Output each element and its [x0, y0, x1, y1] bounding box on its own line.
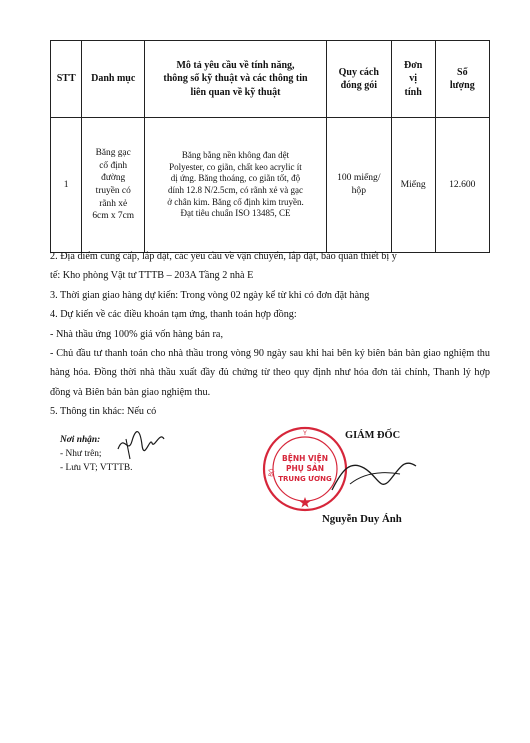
recipient-item: - Như trên; [60, 449, 102, 459]
header-mo-ta: Mô tả yêu cầu về tính năng, thông số kỹ thuật và các thông tin liên quan về kỹ thuật [145, 41, 327, 118]
header-don-vi: Đơn vị tính [391, 41, 435, 118]
section-2-line-1: 2. Địa điểm cung cấp, lắp đặt, các yêu cầu về vận chuyển, lắp đặt, bảo quản thiết bị y [50, 251, 397, 262]
cell-mo-ta: Băng bằng nền không đan dệt Polyester, co giãn, chất keo acrylic ít dị ứng. Băng thoáng, co giãn tốt, độ dính 12.8 N/2.5cm, có rãnh xẻ và gạc ở chân kim. Băng cố định kim truyền. Đạt tiêu chuẩn ISO 13485, CE [145, 118, 327, 253]
seal-letter: BỘ [268, 468, 276, 478]
cell-so-luong: 12.600 [435, 118, 489, 253]
director-title: GIÁM ĐỐC [345, 430, 401, 441]
header-so-luong: Số lượng [435, 41, 489, 118]
section-3: 3. Thời gian giao hàng dự kiến: Trong vòng 02 ngày kể từ khi có đơn đặt hàng [50, 289, 370, 301]
header-danh-muc: Danh mục [82, 41, 145, 118]
table-row [51, 118, 490, 253]
cell-don-vi: Miếng [391, 118, 435, 253]
section-4-item-2: - Chủ đầu tư thanh toán cho nhà thầu trong vòng 90 ngày sau khi hai bên ký biên bản bàn giao nghiệm thu hàng hóa. Đồng thời nhà thầu xuất đầy đủ chứng từ theo quy định như hóa đơn tài chính, Thanh lý hợp đồng và Biên bản bàn giao nghiệm thu. [50, 348, 490, 398]
section-5: 5. Thông tin khác: Nếu có [50, 406, 157, 418]
document-body [50, 247, 490, 422]
recipient-item: - Lưu VT; VTTTB. [60, 463, 133, 473]
seal-text-line: PHỤ SẢN [286, 464, 324, 473]
table-header-row [51, 41, 490, 118]
header-stt: STT [51, 41, 82, 118]
seal-star-icon [300, 497, 311, 508]
seal-letter: Y [303, 430, 307, 437]
section-4: 4. Dự kiến về các điều khoản tạm ứng, thanh toán hợp đồng: [50, 309, 297, 321]
header-quy-cach: Quy cách đóng gói [326, 41, 391, 118]
initials-signature [112, 415, 172, 475]
seal-text-line: TRUNG ƯƠNG [278, 475, 332, 483]
cell-stt: 1 [51, 118, 82, 253]
section-4-item-1: - Nhà thầu ứng 100% giá vốn hàng bán ra, [50, 328, 224, 340]
cell-danh-muc: Băng gạc cố định đường truyền có rãnh xẻ 6cm x 7cm [82, 118, 145, 253]
recipients-label: Nơi nhận: [60, 435, 101, 445]
section-2-line-2: tế: Kho phòng Vật tư TTTB – 203A Tầng 2 nhà E [50, 270, 254, 282]
seal-text-line: BỆNH VIỆN [282, 454, 328, 463]
director-signature [320, 440, 430, 510]
signer-name: Nguyễn Duy Ánh [322, 513, 402, 525]
cell-quy-cach: 100 miếng/ hộp [326, 118, 391, 253]
requirements-table [50, 40, 490, 253]
